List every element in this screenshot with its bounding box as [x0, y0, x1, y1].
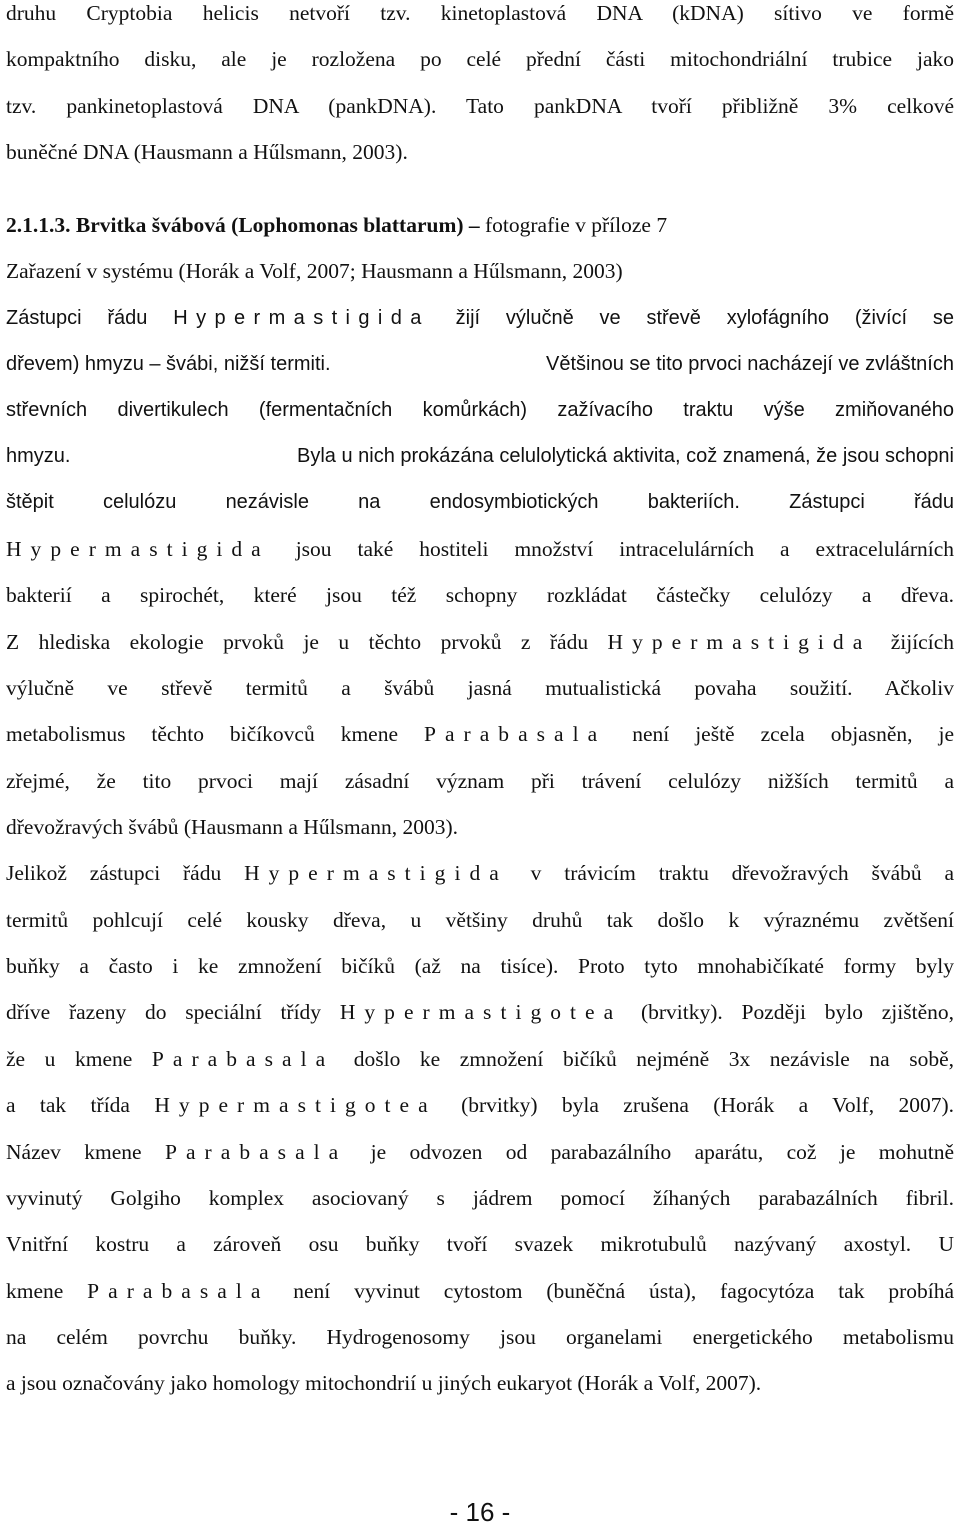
text-span: Z hlediska ekologie prvoků je u těchto prvoků z řádu [6, 630, 589, 654]
paragraph-line [6, 858, 954, 888]
paragraph-line [6, 1137, 954, 1167]
paragraph-line: Vnitřní kostru a zároveň osu buňky tvoří svazek mikrotubulů nazývaný axostyl. U [6, 1232, 954, 1256]
paragraph-line: štěpit celulózu nezávisle na endosymbiotických bakteriích. Zástupci řádu [6, 491, 954, 513]
text-span: (brvitky) byla zrušena (Horák a Volf, 2007). [461, 1093, 955, 1117]
text-span: (brvitky). Později bylo zjištěno, [640, 1000, 955, 1024]
paragraph-line: střevních divertikulech (fermentačních komůrkách) zažívacího traktu výše zmiňovaného [6, 399, 954, 421]
heading-dash: – [468, 213, 480, 237]
text-span: že u kmene [6, 1047, 133, 1071]
text-span: není vyvinut cytostom (buněčná ústa), fagocytóza tak probíhá [293, 1279, 955, 1303]
paragraph-line: dřevožravých švábů (Hausmann a Hűlsmann, 2003). [6, 815, 458, 839]
paragraph-line [6, 997, 954, 1027]
paragraph-line [6, 303, 954, 333]
paragraph-line: bakterií a spirochét, které jsou též schopny rozkládat částečky celulózy a dřeva. [6, 583, 954, 607]
paragraph-line: výlučně ve střevě termitů a švábů jasná mutualistická povaha soužití. Ačkoliv [6, 676, 954, 700]
text-span: metabolismus těchto bičíkovců kmene [6, 722, 398, 746]
text-span: Zástupci řádu [6, 307, 148, 329]
paragraph-line: druhu Cryptobia helicis netvoří tzv. kinetoplastová DNA (kDNA) sítivo ve formě [6, 1, 954, 25]
paragraph-line: na celém povrchu buňky. Hydrogenosomy jsou organelami energetického metabolismu [6, 1325, 954, 1349]
taxon-name: Parabasala [423, 722, 607, 746]
taxon-name: Hypermastigida [6, 537, 270, 561]
taxon-name: Hypermastigida [244, 861, 508, 885]
heading-title: Brvitka švábová (Lophomonas blattarum) [75, 213, 464, 237]
paragraph-line [6, 1276, 954, 1306]
paragraph-line [6, 627, 954, 657]
page-number: - 16 - [449, 1497, 511, 1527]
paragraph-line: buněčné DNA (Hausmann a Hűlsmann, 2003). [6, 140, 408, 164]
paragraph-line [6, 441, 954, 471]
text-span: v trávicím traktu dřevožravých švábů a [530, 861, 955, 885]
text-span: Jelikož zástupci řádu [6, 861, 222, 885]
text-span: Byla u nich prokázána celulolytická aktivita, což znamená, že jsou schopni [296, 445, 954, 467]
text-span: Název kmene [6, 1140, 142, 1164]
text-span: žijících [890, 630, 954, 654]
taxon-name: Hypermastigida [173, 307, 430, 329]
paragraph-line: tzv. pankinetoplastová DNA (pankDNA). Tato pankDNA tvoří přibližně 3% celkové [6, 94, 954, 118]
paragraph-line: Zařazení v systému (Horák a Volf, 2007; Hausmann a Hűlsmann, 2003) [6, 259, 623, 283]
paragraph-line [6, 349, 954, 379]
text-span: hmyzu. [6, 445, 71, 467]
heading-note: fotografie v příloze 7 [485, 213, 668, 237]
paragraph-line [6, 719, 954, 749]
paragraph-line: termitů pohlcují celé kousky dřeva, u většiny druhů tak došlo k výraznému zvětšení [6, 908, 954, 932]
text-span: a tak třída [6, 1093, 130, 1117]
paragraph-line [6, 1090, 954, 1120]
paragraph-line: vyvinutý Golgiho komplex asociovaný s jádrem pomocí žíhaných parabazálních fibril. [6, 1186, 954, 1210]
taxon-name: Hypermastigotea [339, 1000, 623, 1024]
taxon-name: Hypermastigida [607, 630, 872, 654]
paragraph-line: zřejmé, že tito prvoci mají zásadní význam při trávení celulózy nižších termitů a [6, 769, 954, 793]
paragraph-line: a jsou označovány jako homology mitochondrií u jiných eukaryot (Horák a Volf, 2007). [6, 1371, 762, 1395]
text-span: kmene [6, 1279, 64, 1303]
text-span: Většinou se tito prvoci nacházejí ve zvláštních [546, 353, 954, 375]
text-span: není ještě zcela objasněn, je [632, 722, 954, 746]
taxon-name: Parabasala [151, 1047, 335, 1071]
taxon-name: Hypermastigotea [154, 1093, 437, 1117]
text-span: je odvozen od parabazálního aparátu, což je mohutně [370, 1140, 954, 1164]
paragraph-line: kompaktního disku, ale je rozložena po celé přední části mitochondriální trubice jako [6, 47, 954, 71]
paragraph-line [6, 534, 954, 564]
heading-number: 2.1.1.3. [6, 213, 71, 237]
taxon-name: Parabasala [165, 1140, 348, 1164]
paragraph-line [6, 1044, 954, 1074]
text-span: jsou také hostiteli množství intracelulárních a extracelulárních [295, 537, 955, 561]
text-span: dřevem) hmyzu – švábi, nižší termiti. [6, 353, 331, 375]
text-span: žijí výlučně ve střevě xylofágního (živící se [455, 307, 955, 329]
taxon-name: Parabasala [87, 1279, 270, 1303]
text-span: dříve řazeny do speciální třídy [6, 1000, 322, 1024]
text-span: došlo ke zmnožení bičíků nejméně 3x nezávisle na sobě, [353, 1047, 955, 1071]
section-heading [6, 210, 954, 240]
paragraph-line: buňky a často i ke zmnožení bičíků (až na tisíce). Proto tyto mnohabičíkaté formy byly [6, 954, 954, 978]
